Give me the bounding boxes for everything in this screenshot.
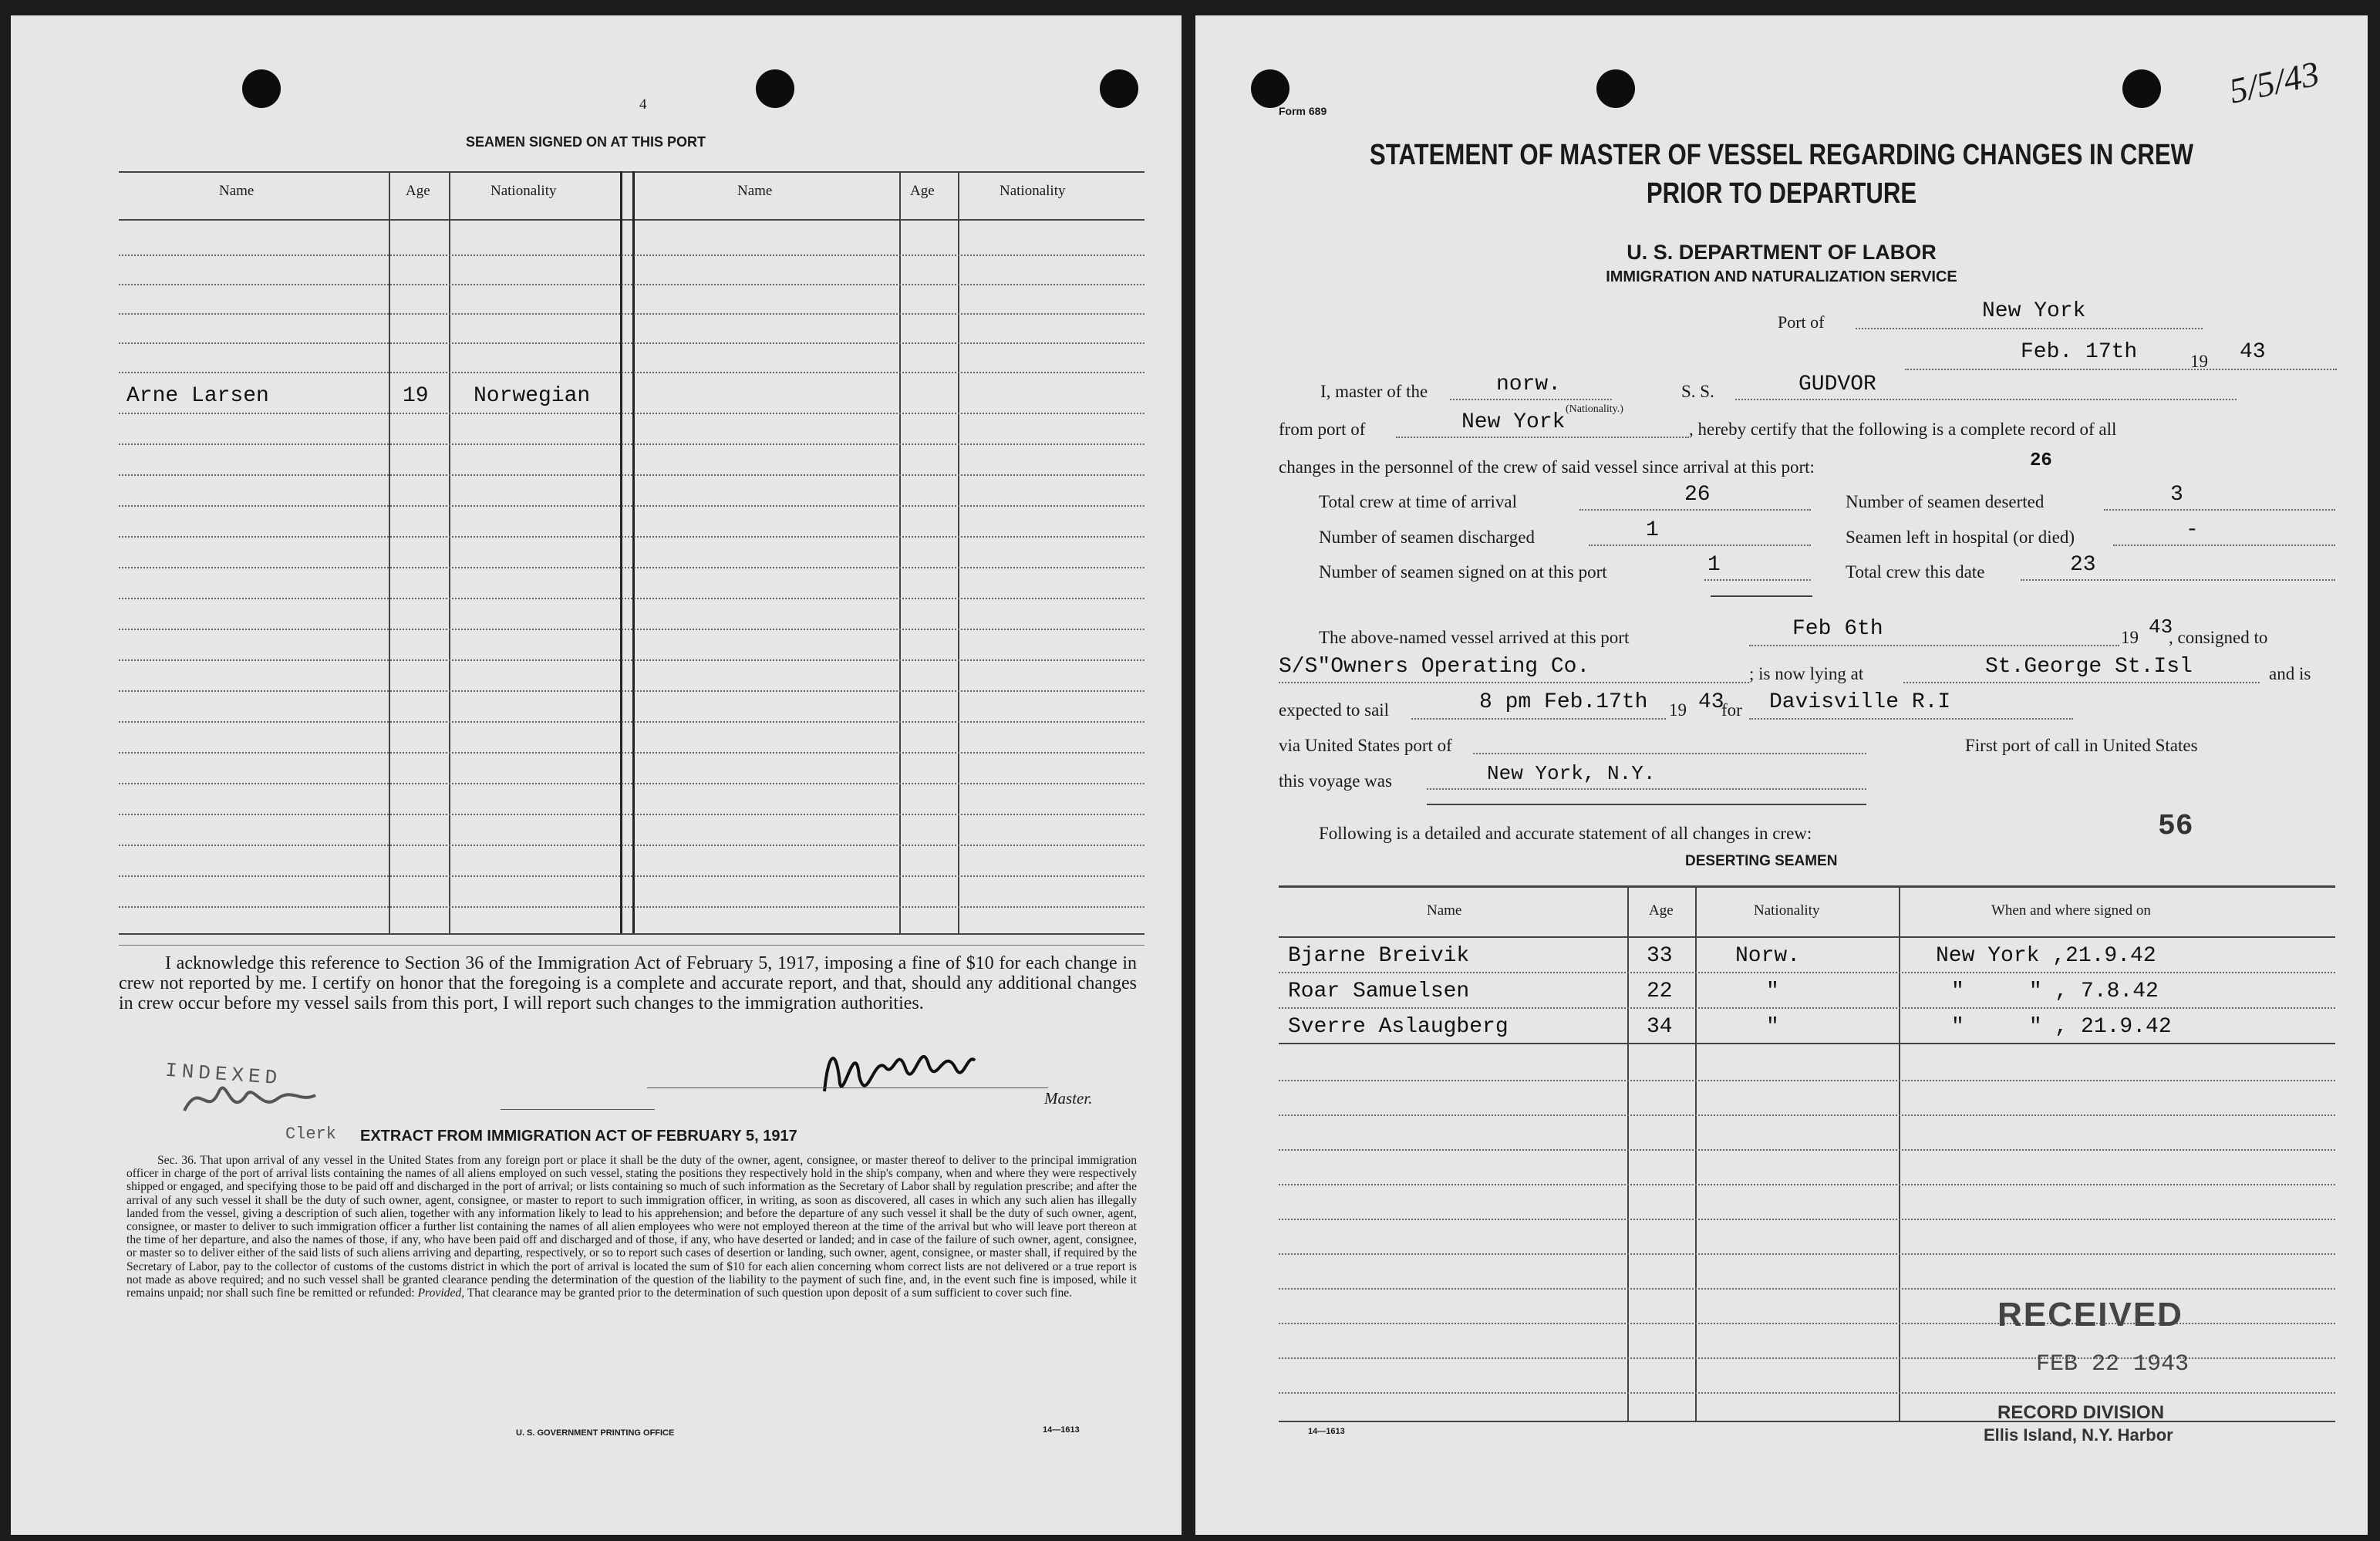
desert-row-1-name: Bjarne Breivik [1288,944,1470,968]
consigned-label: , consigned to [2169,628,2268,647]
signed-on-value: 1 [1707,553,1721,577]
desert-col-where: When and where signed on [1991,902,2151,919]
extract-title: EXTRACT FROM IMMIGRATION ACT OF FEBRUARY 5, 1917 [360,1128,797,1145]
department: U. S. DEPARTMENT OF LABOR [1627,241,1937,264]
changes-text: changes in the personnel of the crew of said vessel since arrival at this port: [1279,457,1815,477]
punch-hole [2122,69,2161,108]
clerk-label: Clerk [285,1125,337,1144]
left-page [11,15,1182,1535]
via-label: via United States port of [1279,736,1452,755]
col-header-name-2: Name [737,183,773,199]
desert-row-2-where: " " , 7.8.42 [1951,980,2159,1003]
deserting-title: DESERTING SEAMEN [1685,853,1838,869]
discharged-value: 1 [1646,518,1659,542]
total-crew-date-label: Total crew this date [1846,562,1985,582]
signed-on-age: 19 [403,384,429,408]
desert-row-1-nationality: Norw. [1735,944,1801,968]
port-label: Port of [1778,312,1825,332]
punch-hole [1251,69,1289,108]
signed-on-label: Number of seamen signed on at this port [1319,562,1607,582]
for-label: for [1721,700,1742,720]
destination-value: Davisville R.I [1769,690,1951,714]
following-label: Following is a detailed and accurate statement of all changes in crew: [1319,824,1812,843]
form-code: 14—1613 [1043,1425,1080,1435]
stamp-number: 56 [2158,810,2193,843]
lying-at-value: St.George St.Isl [1985,655,2193,679]
printer-label: U. S. GOVERNMENT PRINTING OFFICE [516,1428,675,1438]
desert-row-3-nationality: " [1766,1015,1779,1039]
vessel-value: GUDVOR [1798,373,1876,396]
certify-text: , hereby certify that the following is a complete record of all [1689,420,2117,439]
desert-row-3-where: " " , 21.9.42 [1951,1015,2172,1039]
desert-col-name: Name [1427,902,1462,919]
desert-col-age: Age [1649,902,1674,919]
clerk-initials-signature [177,1064,331,1134]
indexed-stamp: INDEXED [164,1058,283,1091]
and-is-label: and is [2269,664,2311,683]
handwritten-note: 5/5/43 [2225,53,2323,111]
desert-col-nationality: Nationality [1754,902,1820,919]
master-of-label: I, master of the [1320,382,1428,401]
form-title-line1: STATEMENT OF MASTER OF VESSEL REGARDING CHANGES IN CREW [1369,139,2194,171]
ellis-island: Ellis Island, N.Y. Harbor [1984,1425,2173,1445]
extract-proviso: That clearance may be granted prior to the determination of such question upon deposit of a sum sufficient to cover such fine. [467,1286,1073,1300]
section-title: SEAMEN SIGNED ON AT THIS PORT [466,134,706,150]
master-signature [813,1022,983,1114]
year-prefix: 19 [2190,352,2208,371]
col-header-nationality: Nationality [490,183,557,199]
extract-text [126,1154,1137,1300]
consignee-value: S/S"Owners Operating Co. [1279,655,1590,679]
expected-year-value: 43 [1698,690,1724,714]
record-division: RECORD DIVISION [1997,1402,2165,1423]
arrived-label: The above-named vessel arrived at this port [1319,628,1630,647]
punch-hole [1596,69,1635,108]
page-number: 4 [639,96,647,113]
desert-row-1-where: New York ,21.9.42 [1936,944,2156,968]
hospital-value: - [2186,518,2199,542]
desert-row-3-age: 34 [1647,1015,1673,1039]
port-value: New York [1982,299,2086,323]
form-code-right: 14—1613 [1308,1427,1345,1436]
punch-hole [756,69,794,108]
voyage-value: New York, N.Y. [1487,762,1656,785]
extract-body: Sec. 36. That upon arrival of any vessel in the United States from any foreign port or place it shall be the duty of the owner, agent, consignee, or master thereof to deliver to the principal immigration officer in charge of the port of arrival lists containing the names of all aliens employed on such vessel, stating the positions they respectively hold in the ship's company, when and where they were respectively shipped or engaged, and specifying those to be paid off and discharged in the port of arrival; or lists containing so much of such information as the Secretary of Labor shall by regulation prescribe; and after the arrival of any such vessel it shall be the duty of such owner, agent, consignee, or master to report to such immigration officer, in writing, as soon as discovered, all cases in which any such alien has illegally landed from the vessel, giving a description of such alien, together with any information likely to lead to his apprehension; and before the departure of any such vessel it shall be the duty of such owner, agent, consignee, or master to deliver to such immigration officer a further list containing the names of all alien employees who were not employed thereon at the time of the arrival but who will leave port thereon at the time of her departure, and also the names of those, if any, who have been paid off and discharged and of those, if any, who have deserted or landed; and in case of the failure of such owner, agent, consignee, or master so to deliver either of the said lists of such aliens arriving and departing, respectively, or so to report such cases of desertion or landing, such owner, agent, consignee, or master shall, if required by the Secretary of Labor, pay to the collector of customs of the customs district in which the port of arrival is located the sum of $10 for each alien concerning whom correct lists are not delivered or a true report is not made as above required; and no such vessel shall be granted clearance pending the determination of the question of the liability to the payment of such fine, and, in the event such fine is imposed, while it remains unpaid; nor shall such fine be remitted or refunded: [126,1154,1137,1300]
received-date: FEB 22 1943 [2036,1351,2190,1377]
arrived-value: Feb 6th [1792,617,1883,641]
master-label: Master. [1044,1089,1093,1108]
desert-row-1-age: 33 [1647,944,1673,968]
form-number: Form 689 [1279,105,1327,117]
nationality-value: norw. [1496,373,1562,396]
signed-on-nationality: Norwegian [474,384,591,408]
desert-row-2-nationality: " [1766,980,1779,1003]
desert-row-2-name: Roar Samuelsen [1288,980,1470,1003]
extract-proviso-word: Provided, [417,1286,465,1300]
ss-label: S. S. [1681,382,1714,401]
expected-year-prefix: 19 [1669,700,1687,720]
punch-hole [1100,69,1138,108]
from-port-value: New York [1461,410,1566,434]
expected-label: expected to sail [1279,700,1390,720]
acknowledgement-text: I acknowledge this reference to Section 36 of the Immigration Act of February 5, 1917, imposing a fine of $10 for each change in crew not reported by me. I certify on honor that the foregoing is a complete and accurate report, and that, should any additional changes in crew occur before my vessel sails from this port, I will report such changes to the immigration authorities. [119,953,1137,1013]
voyage-label: this voyage was [1279,771,1392,791]
col-header-age: Age [406,183,430,199]
col-header-nationality-2: Nationality [1000,183,1066,199]
col-header-name: Name [219,183,255,199]
total-crew-date-value: 23 [2070,553,2096,577]
hospital-label: Seamen left in hospital (or died) [1846,528,2075,547]
punch-hole [242,69,281,108]
signed-on-name: Arne Larsen [126,384,269,408]
first-port-label: First port of call in United States [1965,736,2198,755]
total-crew-arrival-label: Total crew at time of arrival [1319,492,1518,511]
received-stamp: RECEIVED [1997,1296,2183,1334]
arrived-year-prefix: 19 [2121,628,2139,647]
lying-label: ; is now lying at [1749,664,1864,683]
form-title-line2: PRIOR TO DEPARTURE [1646,177,1917,210]
from-port-label: from port of [1279,420,1366,439]
desert-row-2-age: 22 [1647,980,1673,1003]
nationality-caption: (Nationality.) [1566,403,1623,415]
expected-value: 8 pm Feb.17th [1479,690,1648,714]
changes-mark: 26 [2030,450,2052,471]
date-value: Feb. 17th [2021,340,2138,364]
arrived-year-value: 43 [2149,615,2173,639]
col-header-age-2: Age [910,183,935,199]
deserted-label: Number of seamen deserted [1846,492,2045,511]
service: IMMIGRATION AND NATURALIZATION SERVICE [1606,268,1957,285]
deserted-value: 3 [2170,483,2183,507]
total-crew-arrival-value: 26 [1684,483,1711,507]
discharged-label: Number of seamen discharged [1319,528,1535,547]
year-value: 43 [2240,340,2266,364]
right-page [1195,15,2368,1535]
desert-row-3-name: Sverre Aslaugberg [1288,1015,1509,1039]
